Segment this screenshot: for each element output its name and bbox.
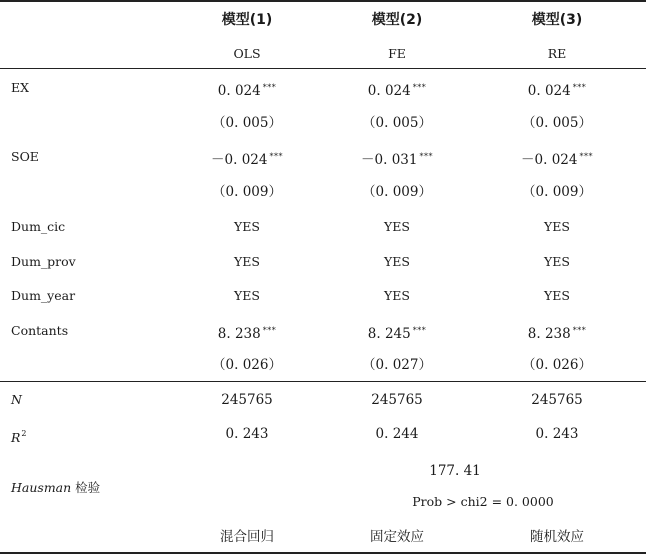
n-1: 245765 xyxy=(221,392,273,408)
dum-cic-2: YES xyxy=(384,219,410,234)
contants-se-3: （0. 026） xyxy=(522,357,592,373)
contants-coef-2: 8. 245 *** xyxy=(367,326,427,342)
header-method-3: RE xyxy=(547,46,567,61)
soe-coef-3: －0. 024 *** xyxy=(521,152,593,168)
soe-se-2: （0. 009） xyxy=(362,184,432,200)
soe-coef-2: －0. 031 *** xyxy=(361,152,433,168)
row-label-dum-prov: Dum_prov xyxy=(11,254,76,269)
contants-coef-3: 8. 238 *** xyxy=(527,326,587,342)
hausman-stat: 177. 41 xyxy=(429,463,481,479)
model-choice-1: 混合回归 xyxy=(220,529,274,545)
dum-prov-2: YES xyxy=(384,254,410,269)
ex-se-3: （0. 005） xyxy=(522,115,592,131)
dum-year-2: YES xyxy=(384,288,410,303)
soe-se-1: （0. 009） xyxy=(212,184,282,200)
ex-coef-3: 0. 024 *** xyxy=(527,83,587,99)
row-label-soe: SOE xyxy=(11,149,39,164)
ex-se-1: （0. 005） xyxy=(212,115,282,131)
row-label-dum-cic: Dum_cic xyxy=(11,219,66,234)
n-2: 245765 xyxy=(371,392,423,408)
row-label-hausman: Hausman 检验 xyxy=(11,480,101,495)
row-label-r2: $R^2$ xyxy=(11,429,27,445)
dum-cic-1: YES xyxy=(234,219,260,234)
header-method-2: FE xyxy=(388,46,406,61)
contants-se-2: （0. 027） xyxy=(362,357,432,373)
header-model-2: 模型(2) xyxy=(371,12,423,28)
soe-coef-1: －0. 024 *** xyxy=(211,152,283,168)
hausman-prob: Prob > chi2 = 0. 0000 xyxy=(412,494,554,509)
r2-2: 0. 244 xyxy=(375,426,419,442)
n-3: 245765 xyxy=(531,392,583,408)
row-label-dum-year: Dum_year xyxy=(11,288,76,303)
header-model-1: 模型(1) xyxy=(221,12,273,28)
r2-3: 0. 243 xyxy=(535,426,579,442)
row-label-n: N xyxy=(11,392,22,407)
contants-se-1: （0. 026） xyxy=(212,357,282,373)
dum-cic-3: YES xyxy=(544,219,570,234)
dum-year-1: YES xyxy=(234,288,260,303)
row-label-contants: Contants xyxy=(11,323,69,338)
dum-year-3: YES xyxy=(544,288,570,303)
model-choice-2: 固定效应 xyxy=(370,529,424,545)
header-bottom-rule xyxy=(0,68,646,69)
dum-prov-3: YES xyxy=(544,254,570,269)
ex-coef-2: 0. 024 *** xyxy=(367,83,427,99)
model-choice-3: 随机效应 xyxy=(530,529,584,545)
table-bottom-rule xyxy=(0,552,646,554)
ex-coef-1: 0. 024 *** xyxy=(217,83,277,99)
r2-1: 0. 243 xyxy=(225,426,269,442)
soe-se-3: （0. 009） xyxy=(522,184,592,200)
header-model-3: 模型(3) xyxy=(531,12,583,28)
dum-prov-1: YES xyxy=(234,254,260,269)
table-top-rule xyxy=(0,0,646,2)
ex-se-2: （0. 005） xyxy=(362,115,432,131)
row-label-ex: EX xyxy=(11,80,30,95)
contants-coef-1: 8. 238 *** xyxy=(217,326,277,342)
stats-separator-rule xyxy=(0,381,646,382)
header-method-1: OLS xyxy=(233,46,261,61)
